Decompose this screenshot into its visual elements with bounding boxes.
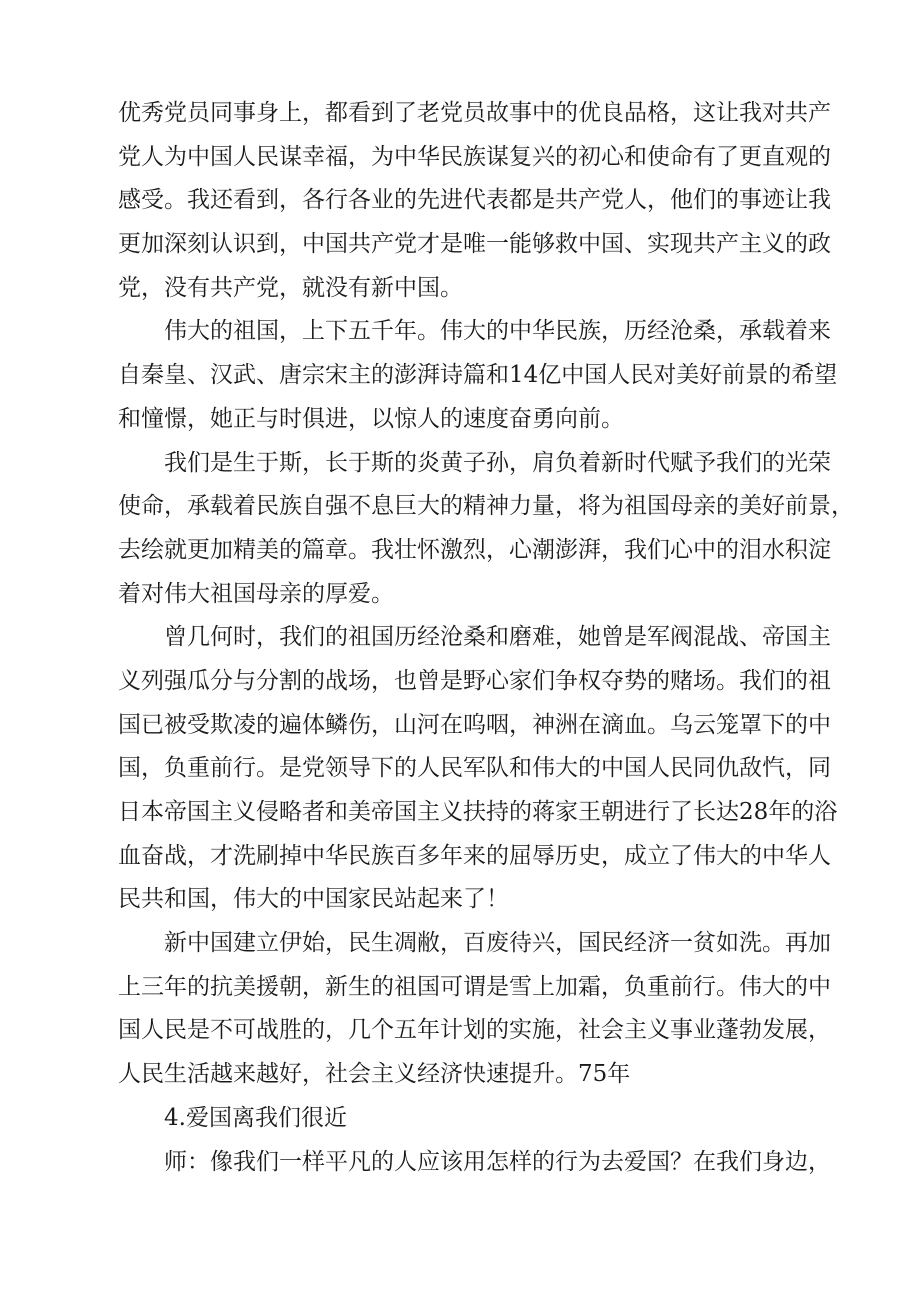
text-line: 自秦皇、汉武、唐宗宋主的澎湃诗篇和14亿中国人民对美好前景的希望 — [118, 362, 838, 389]
text-line: 我们是生于斯，长于斯的炎黄子孙，肩负着新时代赋予我们的光荣 — [164, 449, 831, 476]
paragraph-continuation — [118, 92, 842, 310]
text-line: 民共和国，伟大的中国家民站起来了！ — [118, 886, 509, 913]
text-line: 上三年的抗美援朝，新生的祖国可谓是雪上加霜，负重前行。伟大的中 — [118, 973, 831, 1000]
paragraph-descendants — [118, 442, 854, 617]
paragraph-new-china — [118, 922, 842, 1097]
text-line: 更加深刻认识到，中国共产党才是唯一能够救中国、实现共产主义的政 — [118, 231, 831, 258]
paragraph-motherland — [118, 310, 842, 441]
text-line: 国已被受欺凌的遍体鳞伤，山河在呜咽，神洲在滴血。乌云笼罩下的中 — [118, 711, 831, 738]
text-line: 新中国建立伊始，民生凋敝，百废待兴，国民经济一贫如洗。再加 — [164, 930, 831, 957]
paragraph-teacher — [118, 1141, 842, 1185]
body-text — [118, 92, 854, 1184]
section-heading — [118, 1097, 842, 1141]
paragraph-history — [118, 616, 842, 922]
text-line: 血奋战，才洗刷掉中华民族百多年来的屈辱历史，成立了伟大的中华人 — [118, 842, 831, 869]
text-line: 使命，承载着民族自强不息巨大的精神力量，将为祖国母亲的美好前景， — [118, 493, 854, 520]
text-line: 优秀党员同事身上，都看到了老党员故事中的优良品格，这让我对共产 — [118, 100, 831, 126]
text-line: 党，没有共产党，就没有新中国。 — [118, 274, 463, 301]
heading-line: 4.爱国离我们很近 — [164, 1104, 347, 1131]
text-line: 义列强瓜分与分割的战场，也曾是野心家们争权夺势的赌场。我们的祖 — [118, 667, 831, 694]
text-line: 国，负重前行。是党领导下的人民军队和伟大的中国人民同仇敌忾，同 — [118, 755, 831, 782]
text-line: 国人民是不可战胜的，几个五年计划的实施，社会主义事业蓬勃发展， — [118, 1017, 831, 1044]
text-line: 曾几何时，我们的祖国历经沧桑和磨难，她曾是军阀混战、帝国主 — [164, 624, 831, 651]
text-line: 伟大的祖国，上下五千年。伟大的中华民族，历经沧桑，承载着来 — [164, 318, 831, 345]
text-line: 着对伟大祖国母亲的厚爱。 — [118, 580, 394, 607]
text-line: 去绘就更加精美的篇章。我壮怀激烈，心潮澎湃，我们心中的泪水积淀 — [118, 536, 831, 563]
text-line: 师：像我们一样平凡的人应该用怎样的行为去爱国？在我们身边， — [164, 1148, 831, 1175]
text-line: 感受。我还看到，各行各业的先进代表都是共产党人，他们的事迹让我 — [118, 187, 831, 214]
text-line: 和憧憬，她正与时俱进，以惊人的速度奋勇向前。 — [118, 405, 624, 432]
text-line: 党人为中国人民谋幸福，为中华民族谋复兴的初心和使命有了更直观的 — [118, 143, 831, 170]
text-line: 人民生活越来越好，社会主义经济快速提升。75年 — [118, 1061, 631, 1088]
text-line: 日本帝国主义侵略者和美帝国主义扶持的蒋家王朝进行了长达28年的浴 — [118, 799, 838, 825]
